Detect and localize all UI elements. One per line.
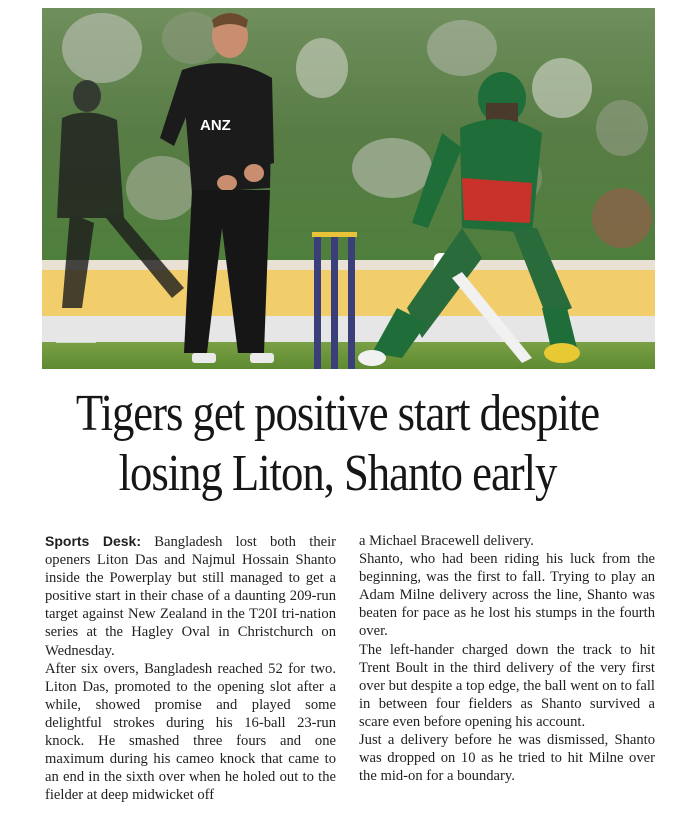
article-paragraph: After six overs, Bangladesh reached 52 for two. Liton Das, promoted to the opening slot after a while, showed promise and played some delightful strokes during his 16-ball 23-run knock. He smashed three fours and one maximum during his cameo knock that came to an end in the sixth over when he holed out to the fielder at deep midwicket off [45,660,336,804]
jersey-sponsor-text: ANZ [200,117,231,134]
article-column-1 [45,532,336,804]
article-paragraph [45,532,336,660]
article-column-2 [359,532,655,785]
article-paragraph: Shanto, who had been riding his luck from the beginning, was the first to fall. Trying to play an Adam Milne delivery across the line, Shanto was beaten for pace as he lost his stumps in the fourth over. [359,551,655,640]
article-paragraph: The left-hander charged down the track to hit Trent Boult in the third delivery of the very first over but despite a top edge, the ball went on to fall in between four fielders as Shanto survived a scare even before opening his account. [359,641,655,730]
headline [47,384,628,504]
article-text: Bangladesh lost both their openers Liton Das and Najmul Hossain Shanto inside the Powerplay but still managed to get a positive start in their chase of a daunting 209-run target against New Zealand in the T20I tri-nation series at the Hagley Oval in Christchurch on Wednesday. [45,534,337,659]
article-paragraph: a Michael Bracewell delivery. [359,533,534,549]
article-photo [42,8,655,369]
headline-line-2: losing Liton, Shanto early [118,445,557,502]
dateline: Sports Desk: [45,533,141,549]
article-paragraph: Just a delivery before he was dismissed, Shanto was dropped on 10 as he tried to hit Milne over the mid-on for a boundary. [359,732,655,785]
headline-line-1: Tigers get positive start despite [75,385,600,442]
